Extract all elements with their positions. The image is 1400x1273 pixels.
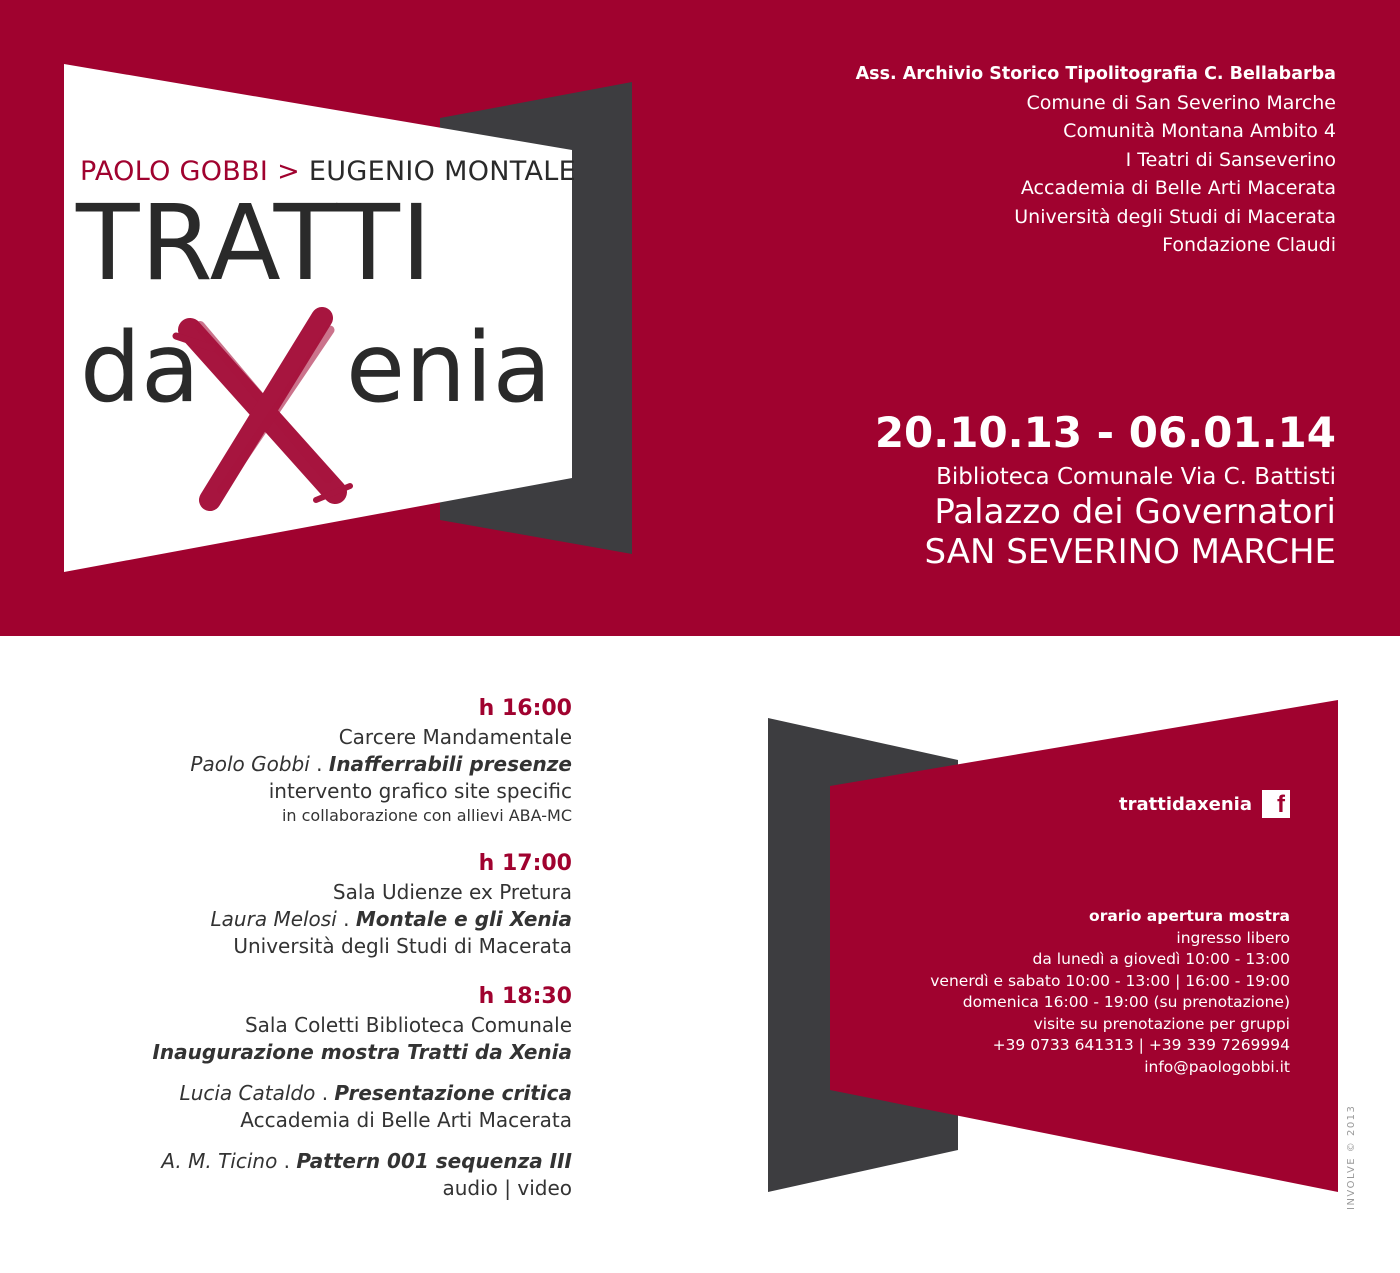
sponsor-item: Fondazione Claudi <box>1162 234 1336 256</box>
author-separator: > <box>277 156 301 187</box>
program-detail: intervento grafico site specific <box>268 779 572 803</box>
sponsor-item: Comunità Montana Ambito 4 <box>1063 120 1336 142</box>
talk-title: Pattern 001 sequenza III <box>296 1149 572 1173</box>
program-talk <box>152 1080 572 1107</box>
talk-separator: . <box>309 752 329 776</box>
program-note: in collaborazione con allievi ABA-MC <box>281 806 572 825</box>
speaker-name: Lucia Cataldo <box>179 1081 316 1105</box>
facebook-icon[interactable]: f <box>1262 790 1290 818</box>
hours-heading: orario apertura mostra <box>1089 907 1290 925</box>
hours-line: domenica 16:00 - 19:00 (su prenotazione) <box>962 993 1290 1011</box>
program-time: h 17:00 <box>478 851 572 876</box>
sponsor-item: Comune di San Severino Marche <box>1026 91 1336 114</box>
sponsor-item: Accademia di Belle Arti Macerata <box>1020 177 1336 199</box>
hours-line: +39 0733 641313 | +39 339 7269994 <box>992 1036 1290 1054</box>
venue-line-2: Palazzo dei Governatori <box>934 492 1336 532</box>
program-place: Carcere Mandamentale <box>338 725 572 749</box>
speaker-name: A. M. Ticino <box>161 1149 278 1173</box>
talk-separator: . <box>336 907 356 931</box>
talk-separator: . <box>315 1081 335 1105</box>
program-talk <box>152 1148 572 1175</box>
hours-line: venerdì e sabato 10:00 - 13:00 | 16:00 - 19:00 <box>930 971 1290 990</box>
talk-title: Inaugurazione mostra Tratti da Xenia <box>152 1040 572 1064</box>
program-talk <box>152 906 572 933</box>
program-time: h 16:00 <box>478 696 572 721</box>
sponsor-item: Università degli Studi di Macerata <box>1014 205 1336 228</box>
talk-title: Inafferrabili presenze <box>328 752 572 776</box>
talk-title: Montale e gli Xenia <box>355 907 572 931</box>
sponsor-lead: Ass. Archivio Storico Tipolitografia C. Bellabarba <box>855 64 1336 84</box>
program-detail: Accademia di Belle Arti Macerata <box>240 1108 572 1132</box>
program-detail: Università degli Studi di Macerata <box>233 934 572 958</box>
hours-line: da lunedì a giovedì 10:00 - 13:00 <box>1032 950 1290 968</box>
hours-line: ingresso libero <box>1176 928 1290 947</box>
hours-line: visite su prenotazione per gruppi <box>1033 1014 1290 1033</box>
author-name: PAOLO GOBBI <box>80 156 269 187</box>
opening-hours <box>930 906 1290 1078</box>
sponsor-list <box>856 60 1336 260</box>
event-dates: 20.10.13 - 06.01.14 <box>874 408 1336 457</box>
social-link[interactable] <box>1119 790 1290 818</box>
design-credit: INVOLVE © 2013 <box>1346 1104 1357 1210</box>
social-handle[interactable]: trattidaxenia <box>1119 793 1252 815</box>
contact-email[interactable]: info@paologobbi.it <box>1144 1057 1290 1076</box>
program-place: Sala Coletti Biblioteca Comunale <box>244 1013 572 1037</box>
sponsor-item: I Teatri di Sanseverino <box>1125 148 1336 171</box>
speaker-name: Paolo Gobbi <box>190 752 310 776</box>
event-info <box>875 404 1336 572</box>
program-title <box>152 1039 572 1066</box>
program-place: Sala Udienze ex Pretura <box>332 880 572 904</box>
subject-name: EUGENIO MONTALE <box>308 156 576 187</box>
program-schedule <box>152 694 572 1202</box>
venue-line-1: Biblioteca Comunale Via C. Battisti <box>936 464 1336 490</box>
program-detail: audio | video <box>442 1176 572 1200</box>
event-city: SAN SEVERINO MARCHE <box>924 532 1336 572</box>
title-tratti: TRATTI <box>76 182 433 304</box>
talk-title: Presentazione critica <box>334 1081 572 1105</box>
program-time: h 18:30 <box>478 984 572 1009</box>
title-enia: enia <box>346 312 552 424</box>
program-talk <box>152 751 572 778</box>
title-da: da <box>80 312 200 424</box>
talk-separator: . <box>277 1149 297 1173</box>
speaker-name: Laura Melosi <box>210 907 337 931</box>
